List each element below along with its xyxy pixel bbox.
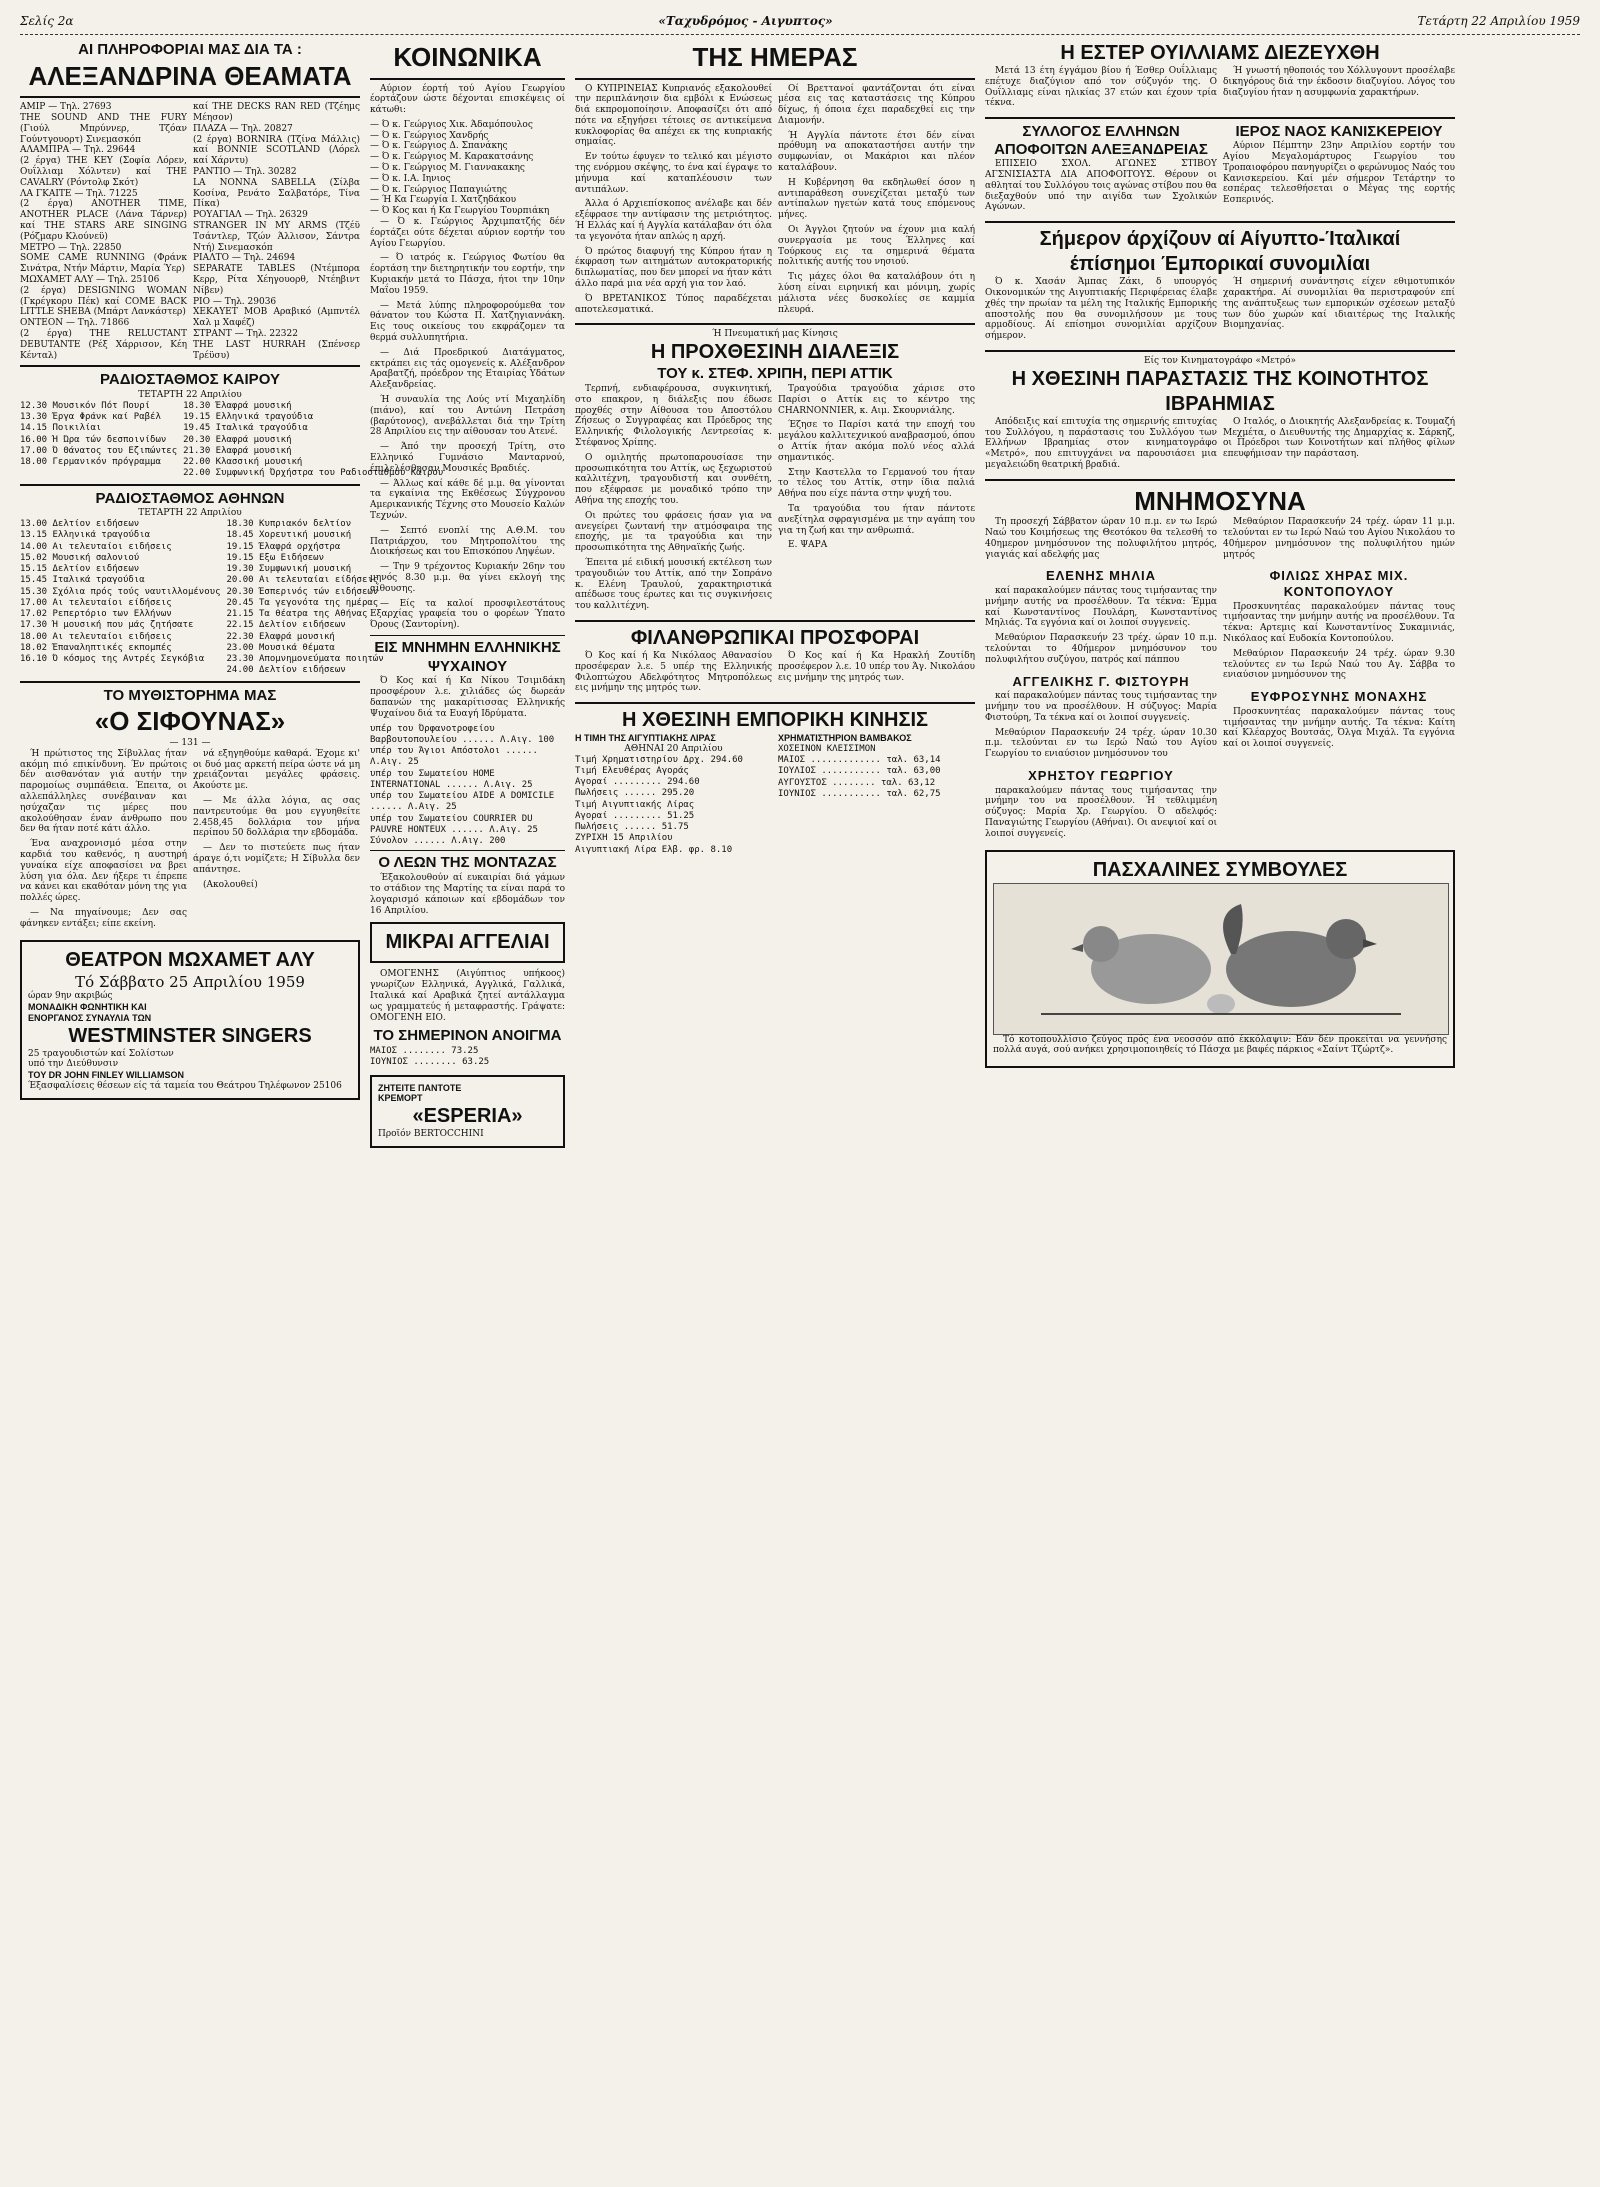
memorial-name: ΕΛΕΝΗΣ ΜΗΛΙΑ (1045, 568, 1157, 584)
radio-slot: 17.02 Ρεπερτόριο των Ελλήνων (20, 609, 172, 620)
nameday-entry: — Ό κ. Ι.Α. Ιηνιος (370, 173, 451, 184)
pound-row: Αγοραί ......... 51.25 (575, 810, 695, 821)
column-news (575, 41, 975, 2171)
news-paragraph: Ή Αγγλία πάντοτε έτσι δέν είναι πρόθυμη να αποκαταστήσει αυτήν την συμφωνίαν, οι Μακάριοι και πλέον καταλάβουν. (778, 130, 975, 174)
lecture-title1: Η ΠΡΟΧΘΕΣΙΝΗ ΔΙΑΛΕΞΙΣ (650, 341, 900, 364)
nameday-entry: — Ό Κος και ή Κα Γεωργίου Τουρπιάκη (370, 206, 550, 217)
radio-slot: 17.30 Ή μουσική που μάς ζητήσατε (20, 620, 194, 631)
cinema-entry: ΡΟΥΑΓΙΑΛ — Τηλ. 26329 (193, 210, 308, 221)
novel-installment: — 131 — (169, 737, 211, 748)
exhibit-left: Απόδειξις καί επιτυχία της σημερινής επιτυχίας του Συλλόγου, η παράστασις του Συλλόγου των Ελλήνων Ιβραημίας στον κινηματογράφο «Μετρό», που επιτυγχάνει να παρουσιάσει μια μεγαλειώδη θεατρική βραδιά. (985, 416, 1217, 470)
radio-athens-title: ΡΑΔΙΟΣΤΑΘΜΟΣ ΑΘΗΝΩΝ (95, 489, 285, 507)
loan-rows (370, 1046, 565, 1069)
radio-slot: 21.15 Τα θέατρα της Αθήνας (226, 609, 368, 620)
theatre-director: TOY DR JOHN FINLEY WILLIAMSON (28, 1070, 185, 1081)
radio-slot: 14.15 Ποικιλίαι (20, 423, 102, 434)
radio-slot: 13.15 Ελληνικά τραγούδια (20, 530, 151, 541)
radio-slot: 23.30 Απομνημονεύματα ποιητών (226, 654, 384, 665)
novel-paragraph: — Δεν το πιστεύετε πως ήταν άραγε ό,τι νομίζετε; Η Σίβυλλα δεν απάντησε. (193, 843, 360, 875)
cinema-list-right (193, 102, 360, 361)
social-paragraph: — Ό κ. Γεώργιος Άρχιμπατζής δέν έορτάζει ούτε δέχεται αύριον εορτήν του Αγίου Γεωργίου. (370, 217, 565, 249)
radio-slot: 15.45 Ιταλικά τραγούδια (20, 575, 145, 586)
radio-slot: 18.02 Έπαναληπτικές εκπομπές (20, 642, 172, 653)
pound-row: Τιμή Χρηματιστηρίου Δρχ. 294.60 (575, 754, 743, 765)
memorial-intro: Μεθαύριον Παρασκευήν 24 τρέχ. ώραν 11 μ.μ. τελούνται εν τω Ιερώ Ναώ του Αγίου Νικολάου το 40ήμερον μνημόσυνον της πολυφιλήτου ημών μητρός (1223, 517, 1455, 560)
cinema-entry: ΛΑ ΓΚΑΙΤΕ — Τηλ. 71225 (20, 188, 138, 199)
radio-slot: 19.15 Ελληνικά τραγούδια (183, 412, 314, 423)
column-social (370, 41, 565, 2171)
news-paragraph: Εν τούτω έφυγεν το τελικό και μέγιστο της ενόρμου σκέψης, το ένα καί έγραψε το μήνυμα καί καταπλέουσιν των αντιπάλων. (575, 152, 772, 195)
classifieds-title: ΜΙΚΡΑΙ ΑΓΓΕΛΙΑΙ (385, 931, 550, 954)
radio-cairo-date: ΤΕΤΑΡΤΗ 22 Απριλίου (138, 390, 242, 401)
radio-slot: 19.45 Ιταλικά τραγούδια (183, 423, 308, 434)
radio-slot: 19.30 Συμφωνική μουσική (226, 564, 352, 575)
social-paragraphs (370, 217, 565, 631)
memorial-text: καί παρακαλούμεν πάντας τους τιμήσαντας την μνήμην του να προσέλθουν. Η σύζυγος: Μαρία Φιστούρη, Τα τέκνα καί οι λοιποί συγγενείς. (985, 691, 1217, 723)
news-paragraph: Οι Άγγλοι ζητούν να έχουν μια καλή συνεργασία με τους Έλληνες καί Τούρκους εις τα σημερινά θέματα πολιτικής αυτής του νησιού. (778, 225, 975, 268)
cinema-entry: (2 έργα) ANOTHER TIME, ANOTHER PLACE (Λάνα Τάρνερ) καί THE STARS ARE SINGING (Ρόζμαρυ Κλούνεϋ) (20, 199, 187, 242)
memorial-text: καί παρακαλούμεν πάντας τους τιμήσαντας την μνήμην αυτής να προσέλθουν. Τα τέκνα: Έμμα καί Κωνσταντίνος Πουλάρη, Κωνσταντίνος Μηλιάς. Τα εγγόνια καί οι λοιποί συγγενείς. (985, 586, 1217, 629)
cinema-entry: ΑΛΑΜΠΡΑ — Τηλ. 29644 (20, 145, 136, 156)
radio-slot: 18.30 Κυπριακόν δελτίον (226, 519, 352, 530)
masthead (20, 8, 1580, 35)
lecture-paragraph: Τερπνή, ενδιαφέρουσα, συγκινητική, στο επακρον, η διάλεξις που έδωσε προχθές στην Αίθουσα του Αποστόλου Ζήσεως ο Συγγραφέας και Πρόεδρος της Ελληνικής Φιλολογικής Λεντρεσίας κ. Στέφανος Χρίπης. (575, 383, 772, 448)
entertainment-kicker: ΑΙ ΠΛΗΡΟΦΟΡΙΑΙ ΜΑΣ ΔΙΑ ΤΑ : (78, 41, 302, 58)
lion-text: Έξακολουθούν αί ευκαιρίαι διά γάμων το στάδιον της Μαρτίης τα είναι παρά το λογαρισμό κάποιων καί εβδομάδων τον 16 Απριλίου. (370, 873, 565, 916)
radio-slot: 20.30 Ελαφρά μουσική (183, 434, 292, 445)
philanthropy-left: Ό Κος καί ή Κα Νικόλαος Αθανασίου προσέφεραν λ.ε. 5 υπέρ της Ελληνικής Φιλοπτώχου Αδελφότητος Μητροπόλεως εις μνήμην της μητρός των. (575, 650, 772, 694)
social-intro: Αύριον έορτή τού Αγίου Γεωργίου έορτάζουν ώστε δέχονται επισκέψεις οί κάτωθι: (370, 83, 565, 116)
radio-slot: 16.00 Ή Ώρα τών δεσποινίδων (20, 434, 167, 445)
pound-row: ΖΥΡΙΧΗ 15 Απριλίου (575, 833, 673, 844)
lecture-paragraph: Ε. ΨΑΡΑ (788, 540, 828, 551)
egypt-italy-left: Ό κ. Χασάν Άμπας Ζάκι, δ υπουργός Οικονομικών της Αιγυπτιακής Περιφέρειας έλαβε χθές την πρωίαν τα μέλη της Ιταλικής Εμπορικής αποστολής που θα συνομιλήσουν με τους αρμοδίους. Αί επίσημοι συνομιλίαι αρχίζουν σήμερον. (985, 277, 1217, 342)
radio-slot: 15.30 Σχόλια πρός τούς ναυτιλλομένους (20, 586, 221, 597)
radio-slot: 20.30 Έσπερινός τών ειδήσεων (226, 586, 379, 597)
radio-slot: 24.00 Δελτίον ειδήσεων (226, 665, 346, 676)
memorial-title: ΜΝΗΜΟΣΥΝΑ (1134, 485, 1306, 516)
cinema-entry: ΑΜΙΡ — Τηλ. 27693 (20, 102, 112, 113)
church-title: ΙΕΡΟΣ ΝΑΟΣ ΚΑΝΙΣΚΕΡΕΙΟΥ (1235, 123, 1443, 141)
nameday-entry: — Ό κ. Γεώργιος Χανδρής (370, 130, 489, 141)
theatre-date: Τό Σάββατο 25 Απριλίου 1959 (75, 972, 305, 991)
cinema-list-left (20, 102, 187, 361)
radio-slot: 23.00 Μουσικά θέματα (226, 642, 335, 653)
donation-row: υπέρ του Άγιοι Απόστολοι ...... Λ.Αιγ. 25 (370, 746, 538, 768)
loan-title: ΤΟ ΣΗΜΕΡΙΝΟΝ ΑΝΟΙΓΜΑ (373, 1027, 562, 1045)
ad-line1: ΖΗΤΕΙΤΕ ΠΑΝΤΟΤΕ (378, 1082, 462, 1093)
theatre-group: WESTMINSTER SINGERS (68, 1024, 312, 1047)
donation-row: υπέρ του Σωματείου HOME INTERNATIONAL ...... Λ.Αιγ. 25 (370, 768, 533, 790)
donation-total: Σύνολον ...... Λ.Αιγ. 200 (370, 836, 506, 847)
lion-title: Ο ΛΕΩΝ ΤΗΣ ΜΟΝΤΑΖΑΣ (378, 854, 557, 872)
cotton-row: ΙΟΥΝΙΟΣ ........... ταλ. 62,75 (778, 788, 941, 799)
radio-slot: 16.10 Ό κόσμος της Αντρές Σεγκόβια (20, 654, 205, 665)
trade-body (575, 733, 975, 856)
news-paragraph: Ο ΚΥΠΡΙΝΕΙΑΣ Κυπριανός εξακολουθεί την περιπλάνησιν δια εμβόλι κ Ενώσεως διά εκπρομοποίησιν. Αποφασίζει ότι από πότε να εξηγήσει τέτοιες σε αντικείμενα κυκλοφορίας θα απέχει εκ της κυπριακής σημαίας. (575, 83, 772, 148)
exhibit-right: Ο Ιταλός, ο Διοικητής Αλεξανδρείας κ. Τουμαζή Μεχμέτα, ο Διευθυντής της Δημαρχίας κ. Σάρκηζ, οι Πρόεδροι των Κοινοτήτων καί πλήθος φίλων επευφήμισαν την παράσταση. (1223, 416, 1455, 460)
memory-title: ΕΙΣ ΜΝΗΜΗΝ ΕΛΛΗΝΙΚΗΣ ΨΥΧΑΙΝΟΥ (374, 638, 561, 675)
novel-paragraph: νά εξηγηθούμε καθαρά. Έχομε κι' οι δυό μας αρκετή πείρα ώστε νά μη χρειάζονται μεγάλες φράσεις. Ακούστε με. (193, 748, 360, 792)
memorial-text: Προσκυνητέας παρακαλούμεν πάντας τους τιμήσαντας την μνήμην αυτής να προσέλθουν. Τα τέκνα: Αρτεμις καί Κωνσταντίνος Συκαμινιάς, Νικόλαος καί Ευδοκία Κοντοπούλου. (1223, 601, 1455, 644)
exhibit-body (985, 417, 1455, 475)
philanthropy-right: Ό Κος καί ή Κα Ηρακλή Ζουτίδη προσέφερον λ.ε. 10 υπέρ του Άγ. Νικολάου εις μνήμην της μητρός των. (778, 650, 975, 683)
cinema-entry: THE SOUND AND THE FURY (Γιούλ Μπρύννερ, Τζόαν Γούντγουορτ) Σινεμασκόπ (20, 113, 187, 145)
radio-slot: 18.30 Έλαφρά μουσική (183, 400, 292, 411)
egypt-italy-title1: Σήμερον άρχίζουν αί Αίγυπτο-Ίταλικαί (1039, 228, 1401, 251)
memorial-text: παρακαλούμεν πάντας τους τιμήσαντας την μνήμην του να προσέλθουν. Ή τεθλιμμένη σύζυγος: Μαρία Χρ. Γεωργίου. Ό αδελφός: Παναγιώτης Γεωργίου (Αθήναι). Οι ανεψιοί καί οι λοιποί συγγενείς. (985, 785, 1217, 839)
cotton-title: ΧΡΗΜΑΤΙΣΤΗΡΙΟΝ ΒΑΜΒΑΚΟΣ (778, 733, 912, 744)
radio-athens-schedule (20, 519, 384, 677)
cinema-entry: ΜΕΤΡΟ — Τηλ. 22850 (20, 242, 122, 253)
cinema-entry: ΟΝΤΕΟΝ — Τηλ. 71866 (20, 318, 130, 329)
memorial-name: ΧΡΗΣΤΟΥ ΓΕΩΡΓΙΟΥ (1028, 767, 1174, 783)
radio-slot: 17.00 Ό Θάνατος του Εζιπώντες (20, 445, 178, 456)
egypt-italy-right: Ή σημερινή συνάντησις είχεν εθιμοτυπικόν χαρακτήρα. Αί συνομιλίαι θα περιστραφούν επί της ανάπτυξεως των εμπορικών σχέσεων μεταξύ των δύο χωρών καί ιδιαιτέρως της Ιταλικής Βιομηχανίας. (1223, 277, 1455, 331)
cinema-entry: ΧΕΚΑΥΕΤ ΜΟΒ Αραβικό (Αμπντέλ Χαλ μ Χαφέζ) (193, 307, 360, 329)
column-right (985, 41, 1455, 2171)
memorial-intro: Μεθαύριον Παρασκευήν 23 τρέχ. ώραν 10 π.μ. τελούνται το 40ήμερον μνημόσυνον του πολυφιλήτου συζύγου, πατρός καί πάππου (985, 633, 1217, 665)
philanthropy-title: ΦΙΛΑΝΘΡΩΠΙΚΑΙ ΠΡΟΣΦΟΡΑΙ (630, 626, 920, 649)
novel-paragraph: (Ακολουθεί) (203, 879, 258, 890)
philanthropy-body (575, 651, 975, 698)
radio-slot: 15.15 Δελτίον ειδήσεων (20, 564, 140, 575)
egypt-italy-body (985, 277, 1455, 346)
lecture-paragraph: Τραγούδια τραγούδια χάρισε στο Παρίσι ο Αττίκ εις το κέντρο της CHARNONNIER, κ. Αιμ. Σκουρνιάλης. (778, 383, 975, 416)
paper-title: «Ταχυδρόμος - Αιγυπτος» (658, 14, 833, 28)
cinema-entry: SOME CAME RUNNING (Φράνκ Σινάτρα, Ντήν Μάρτιν, Μαρία Ύερ) (20, 253, 187, 275)
classified-ad: ΟΜΟΓΕΝΗΣ (Αιγύπτιος υπήκοος) γνωρίζων Ελληνικά, Αγγλικά, Γαλλικά, Ιταλικά καί Αραβικά ζητεί αντάλλαγμα ως γραμματεύς ή μεταφραστής. Γράψατε: ΟΜΟΓΕΝΗ ΕΙΟ. (370, 969, 565, 1023)
cinema-entry: THE LAST HURRAH (Σπένσερ Τρέϋσυ) (193, 339, 360, 361)
radio-slot: 22.15 Δελτίον ειδήσεων (226, 620, 346, 631)
donation-row: υπέρ του Σωματείου COURRIER DU PAUVRE HONTEUX ...... Λ.Αιγ. 25 (370, 813, 538, 835)
news-paragraph: Ό πρώτος διαφυγή της Κύπρου ήταν η έκφραση των αιτημάτων αυτοκρατορικής διπλωματίας, που δεν μπορεί να ήταν κάτι άλλο παρά μια νέα αρχή για τον λαό. (575, 246, 772, 290)
novel-text (20, 749, 360, 934)
novel-title: «Ο ΣΙΦΟΥΝΑΣ» (94, 706, 286, 737)
assoc-title: ΣΥΛΛΟΓΟΣ ΕΛΛΗΝΩΝ ΑΠΟΦΟΙΤΩΝ ΑΛΕΞΑΝΔΡΕΙΑΣ (994, 123, 1208, 159)
lecture-paragraph: Έζησε το Παρίσι κατά την εποχή του μεγάλου καλλιτεχνικού αναβρασμού, όπου ο Αττίκ ήταν ακόμα πολύ νέος αλλά σημαντικός. (778, 420, 975, 463)
cotton-row: ΙΟΥΛΙΟΣ ........... ταλ. 63,00 (778, 766, 941, 777)
cinema-entry: ΠΛΑΖΑ — Τηλ. 20827 (193, 123, 293, 134)
cotton-row: ΧΟΣΕΙΝΟΝ ΚΛΕΙΣΙΜΟΝ (778, 743, 876, 754)
memorial-name: ΑΓΓΕΛΙΚΗΣ Γ. ΦΙΣΤΟΥΡΗ (1012, 673, 1190, 689)
cinema-entry: (2 έργα) THE RELUCTANT DEBUTANTE (Ρέξ Χάρρισον, Κέη Κένταλ) (20, 328, 187, 361)
nameday-entry: — Ή Κα Γεωργία Ι. Χατζηδάκου (370, 195, 517, 206)
memorial-name: ΦΙΛΙΩΣ ΧΗΡΑΣ ΜΙΧ. ΚΟΝΤΟΠΟΥΛΟΥ (1269, 568, 1409, 600)
pound-row: Πωλήσεις ...... 51.75 (575, 822, 689, 833)
novel-paragraph: — Με άλλα λόγια, ας σας παντρευτούμε θα μου εγγυηθείτε 2.458,45 δολλάρια τον μήνα περίπου 50 δολλάρια την εβδομάδα. (193, 795, 360, 839)
radio-slot: 21.30 Ελαφρά μουσική (183, 445, 292, 456)
cinema-entry: SEPARATE TABLES (Ντέμπορα Κερρ, Ρίτα Χέηγουορθ, Ντέηβιντ Νίβεν) (193, 264, 360, 296)
cinema-entry: ΡΙΑΛΤΟ — Τηλ. 24694 (193, 253, 296, 264)
theatre-tickets: Έξασφαλίσεις θέσεων είς τά ταμεία του Θεάτρου Τηλέφωνον 25106 (28, 1081, 342, 1092)
memorial-notices (985, 517, 1455, 843)
nameday-entry: — Ό κ. Γεώργιος Μ. Γιαννακακης (370, 163, 525, 174)
donation-row: υπέρ του Σωματείου AIDE A DOMICILE ...... Λ.Αιγ. 25 (370, 791, 555, 813)
donation-row: υπέρ του Όρφανοτροφείου Βαρβουτοπουλείου ...... Λ.Αιγ. 100 (370, 723, 555, 745)
radio-cairo-schedule (20, 400, 444, 480)
radio-slot: 18.00 Γερμανικόν πρόγραμμα (20, 457, 161, 468)
easter-illustration (993, 883, 1449, 1035)
pound-row: Τιμή Αιγυπτιακής Λίρας (575, 799, 695, 810)
radio-slot: 22.00 Συμφωνική Όρχήστρα του Ραδιοσταθμού Κάιρου (183, 468, 444, 479)
radio-slot: 20.45 Τα γεγονότα της ημέρας (226, 597, 379, 608)
theatre-desc1: ΜΟΝΑΔΙΚΗ ΦΩΝΗΤΙΚΗ ΚΑΙ (28, 1002, 147, 1013)
radio-athens-date: ΤΕΤΑΡΤΗ 22 Απριλίου (138, 508, 242, 519)
memorial-intro: Μεθαύριον Παρασκευήν 24 τρέχ. ώραν 10.30 π.μ. τελούνται εν τω Ιερώ Ναώ του Αγίου Γεωργίου το ενιαύσιον μνημόσυνον του (985, 727, 1217, 760)
cinema-entry: STRANGER IN MY ARMS (Τζέϋ Τσάντλερ, Τζών Άλλισον, Σάντρα Ντή) Σινεμασκόπ (193, 221, 360, 253)
cinema-entry: (2 έργα) THE KEY (Σοφία Λόρεν, Ουΐλλιαμ Χόλντεν) καί THE CAVALRY (Ρόντολφ Σκότ) (20, 156, 187, 188)
radio-slot: 13.00 Δελτίον ειδήσεων (20, 519, 140, 530)
assoc-text: ΕΠΙΣΕΙΟ ΣΧΟΛ. ΑΓΩΝΕΣ ΣΤΙΒΟΥ ΑΓΣΝΙΣΙΑΣΤΑ ΔΙΑ ΑΠΟΦΟΙΤΟΥΣ. Θέρουν οι αθληταί του Συλλόγου τοις αγώνας στίβου που θα διεξαχθούν υπό την αιγίδα των Σχολικών Αγώνων. (985, 159, 1217, 213)
pound-row: Αιγυπτιακή Λίρα Ελβ. φρ. 8.10 (575, 844, 733, 855)
loan-row: ΜΑΙΟΣ ........ 73.25 (370, 1046, 479, 1057)
radio-slot: 18.45 Χορευτική μουσική (226, 530, 352, 541)
pound-row: Αγοραί ......... 294.60 (575, 777, 700, 788)
nameday-entry: — Ό κ. Γεώργιος Παπαγιώτης (370, 184, 507, 195)
social-paragraph: — Διά Προεδρικού Διατάγματος, εκτράπει εις τάς ομογενείς κ. Αλέξανδρον Αραβατζή, πρόεδρον της Εταιρίας Υδάτων Αλεξανδρείας. (370, 347, 565, 391)
cotton-row: ΑΥΓΟΥΣΤΟΣ ........ ταλ. 63,12 (778, 777, 936, 788)
novel-paragraph: Ένα αναχρονισμό μέσα στην καρδιά του καθενός, η αυστηρή γυναίκα είχε αποφασίσει να βρει λύση για όλα. Δεν ήξερε τι έπρεπε να κάνει και εκαθόταν μόνη της για πολλές ώρες. (20, 839, 187, 904)
novel-label: ΤΟ ΜΥΘΙΣΤΟΡΗΜΑ ΜΑΣ (103, 686, 277, 704)
radio-slot: 19.15 Εξω Ειδήσεων (226, 552, 325, 563)
wedding-body (985, 66, 1455, 113)
pound-row: Τιμή Ελευθέρας Αγοράς (575, 765, 689, 776)
easter-title: ΠΑΣΧΑΛΙΝΕΣ ΣΥΜΒΟΥΛΕΣ (1092, 858, 1348, 881)
pound-title: Η ΤΙΜΗ ΤΗΣ ΑΙΓΥΠΤΙΑΚΗΣ ΛΙΡΑΣ (575, 733, 716, 744)
egypt-italy-title2: έπίσημοι Έμπορικαί συνομιλίαι (1069, 253, 1371, 276)
radio-slot: 22.30 Ελαφρά μουσική (226, 631, 335, 642)
theatre-time: ώραν 9ην ακριβώς (28, 991, 113, 1002)
news-paragraph: Η Κυβέρνηση θα εκδηλωθεί όσον η αντιπαράθεση συνεχίζεται μεταξύ των αντίπαλων ηγετών κατά τους επόμενους μήνες. (778, 177, 975, 221)
cinema-entry: (2 έργα) BORNIRA (Τζίνα Μάλλις) καί BONNIE SCOTLAND (Λόρελ καί Χάρντυ) (193, 134, 360, 167)
wedding-right: Ή γνωστή ηθοποιός του Χόλλυγουντ προσέλαβε δικηγόρους διά την έκδοσιν διαζυγίου. Λόγος του διαζυγίου ήταν η ασυμφωνία χαρακτήρων. (1223, 66, 1455, 98)
news-paragraph: Άλλα ό Αρχιεπίσκοπος ανέλαβε και δέν εξέφρασε την αντίφασιν της μετριότητος. Ή Ελλάς καί ή Αγγλία κατάλαβαν ότι όλα τα γεγονότα ήταν απλώς η αρχή. (575, 199, 772, 242)
social-paragraph: — Την 9 τρέχοντος Κυριακήν 26ην του μηνός 8.30 μ.μ. θα γίνει εκλογή της αίθουσης. (370, 562, 565, 594)
cotton-row: ΜΑΙΟΣ ............. ταλ. 63,14 (778, 755, 941, 766)
radio-slot: 17.00 Αι τελευταίοι είδήσεις (20, 597, 172, 608)
radio-slot: 15.02 Μουσική σαλονιού (20, 552, 140, 563)
radio-cairo-title: ΡΑΔΙΟΣΤΑΘΜΟΣ ΚΑΙΡΟΥ (100, 371, 280, 389)
theatre-director-label: υπό την Διεύθυνσιν (28, 1059, 119, 1070)
radio-slot: 14.00 Αι τελευταίοι ειδήσεις (20, 541, 172, 552)
church-text: Αύριον Πέμπτην 23ην Απριλίου εορτήν του Αγίου Μεγαλομάρτυρος Γεωργίου του Τροπαιοφόρου πανηγυρίζει ο φερώνυμος Ναός του Κανισκερείου. Καί μέν σήμερον Τετάρτην το εσπέρας τελεσθήσεται ο Μέγας της εορτής Εσπερινός. (1223, 141, 1455, 206)
social-paragraph: — Άπό την προσεχή Τρίτη, στο Ελληνικό Γυμνάσιο Μανταρνού, έπιλελέσθησαν Μουσικές Βραδιές. (370, 442, 565, 474)
radio-slot: 12.30 Μουσικόν Πότ Πουρί (20, 400, 151, 411)
theatre-title: ΘΕΑΤΡΟΝ ΜΩΧΑΜΕΤ ΑΛΥ (65, 948, 315, 971)
classifieds-box (370, 922, 565, 963)
novel-paragraph: Ή πρώτιστος της Σίβυλλας ήταν ακόμη πιό επικίνδυνη. Έν πρώτοις δέν αισθανόταν γιά αυτήν την παρομοίως συμπάθεια. Έπειτα, οι αλλεπάλληλες συνέβαιναν και ησύχαζαν τις μέρες που ακολούθησαν έναν άνθρωπο που δεν θα ήταν ποτέ κάτι άλλο. (20, 748, 187, 835)
cinema-entry: ΣΤΡΑΝΤ — Τηλ. 22322 (193, 328, 298, 339)
trade-title: Η ΧΘΕΣΙΝΗ ΕΜΠΟΡΙΚΗ ΚΙΝΗΣΙΣ (621, 709, 929, 732)
exhibit-kicker: Είς τον Κινηματογράφο «Μετρό» (1143, 355, 1297, 366)
issue-date: Τετάρτη 22 Απριλίου 1959 (1417, 14, 1580, 28)
social-title: ΚΟΙΝΩΝΙΚΑ (393, 42, 542, 72)
esperia-ad (370, 1075, 565, 1148)
wedding-title: Η ΕΣΤΕΡ ΟΥΙΛΛΙΑΜΣ ΔΙΕΖΕΥΧΘΗ (1060, 42, 1380, 64)
donation-list (370, 724, 565, 837)
nameday-entry: — Ό κ. Γεώργιος Μ. Καρακατσάνης (370, 152, 534, 163)
exhibit-title: Η ΧΘΕΣΙΝΗ ΠΑΡΑΣΤΑΣΙΣ ΤΗΣ ΚΟΙΝΟΤΗΤΟΣ ΙΒΡΑΗΜΙΑΣ (1011, 367, 1429, 415)
theatre-ad (20, 940, 360, 1100)
radio-slot: 13.30 Έργα Φράνκ καί Ραβέλ (20, 412, 161, 423)
memorial-name: ΕΥΦΡΟΣΥΝΗΣ ΜΟΝΑΧΗΣ (1250, 689, 1428, 705)
novel-paragraph: — Να πηγαίνουμε; Δεν σας φάνηκεν εντάξει; είπε εκείνη. (20, 907, 187, 929)
memorial-text: Προσκυνητέας παρακαλούμεν πάντας τους τιμήσαντας την μνήμην αυτής. Τα τέκνα: Καίτη καί Κλέαρχος Βουτσάς, Όλγα Μιχάλ. Τα εγγόνια καί οι λοιποί συγγενείς. (1223, 706, 1455, 750)
nameday-entry: — Ό κ. Γεώργιος Χικ. Άδαμόπουλος (370, 119, 533, 130)
lecture-paragraph: Τα τραγούδια του ήταν πάντοτε ανεξίτηλα σφραγισμένα με την αγάπη του για τη ζωή και την ανθρωπιά. (778, 503, 975, 536)
ad-line2: ΚΡΕΜΟΡΤ (378, 1093, 423, 1104)
lecture-paragraph: Ο ομιλητής πρωτοπαρουσίασε την προσωπικότητα του Αττίκ, ως ξεχωριστού καλλιτέχνη, τραγουδιστή και συνθέτη, που εξέφρασε με μοναδικό τρόπο την Αθήνα της εποχής του. (575, 452, 772, 506)
memory-text: Ό Κος καί ή Κα Νίκου Τσιμιδάκη προσφέρουν λ.ε. χιλιάδες ώς δωρεάν δαπανών της μακαρίτισσας Ελληνικής Ψυχαίνου διά τα Ευαγή Ιδρύματα. (370, 676, 565, 719)
memorial-intro: Μεθαύριον Παρασκευήν 24 τρέχ. ώραν 9.30 τελούντες εν τω Ιερώ Ναώ του Αγ. Σάββα το ενιαύσιον μνημόσυνον της (1223, 648, 1455, 681)
radio-slot: 22.00 Κλασσική μουσική (183, 457, 303, 468)
lecture-body (575, 384, 975, 616)
wedding-left: Μετά 13 έτη έγγάμου βίου ή Έσθερ Ουΐλλιαμς επέτυχε διαζύγιον από τον σύζυγόν της. Ο Ουΐλλιαμς είναι ηλικίας 37 ετών και έχουν τρία τέκνα. (985, 66, 1217, 109)
cinema-entry: ΜΩΧΑΜΕΤ ΑΛΥ — Τηλ. 25106 (20, 275, 160, 285)
pound-city: ΑΘΗΝΑΙ 20 Απριλίου (624, 743, 723, 754)
social-paragraph: Ή συναυλία της Λούς ντί Μιχαηλίδη (πιάνο), καί του Αντώνη Πετράση (βαρύτονος), ανεβάλλεται διά την Τρίτη 28 Απριλίου εις την αίθουσαν του Ατενέ. (370, 395, 565, 438)
news-paragraph: Ό ΒΡΕΤΑΝΙΚΟΣ Τύπος παραδέχεται αποτελεσματικά. (575, 293, 772, 315)
lecture-paragraph: Στην Καστελλα το Γερμανού του ήταν το τέλος του Αττίκ, στην ίδια παλιά Αθήνα που είχε πάντα στην ψυχή του. (778, 467, 975, 500)
cinema-entry: LA NONNA SABELLA (Σίλβα Κοσίνα, Ρενάτο Σαλβατόρε, Τίνα Πίκα) (193, 177, 360, 210)
ad-brand: «ESPERIA» (412, 1105, 523, 1128)
nameday-entry: — Ό κ. Γεώργιος Δ. Σπανάκης (370, 141, 508, 152)
lecture-paragraph: Έπειτα μέ ειδική μουσική εκτέλεση των τραγουδιών του Αττίκ, από την Σοπράνο κ. Ελένη Τραυλού, χαρακτηριστικά απέδωσε τους έρωτες και τις συγκινήσεις του καλλιτέχνη. (575, 557, 772, 612)
page-number: Σελίς 2α (20, 14, 74, 28)
cinema-entry: ΡΑΝΤΙΟ — Τηλ. 30282 (193, 167, 297, 178)
easter-box (985, 850, 1455, 1069)
radio-slot: 18.00 Αι τελευταίοι ειδήσεις (20, 631, 172, 642)
theatre-desc2: ΕΝΟΡΓΑΝΟΣ ΣΥΝΑΥΛΙΑ ΤΩΝ (28, 1012, 152, 1023)
news-body (575, 84, 975, 320)
loan-row: ΙΟΥΝΙΟΣ ........ 63.25 (370, 1057, 490, 1068)
cinema-entry: καί THE DECKS RAN RED (Τζέημς Μέησον) (193, 102, 360, 124)
theatre-songs: 25 τραγουδιστών καί Σολίστων (28, 1048, 174, 1059)
social-paragraph: — Ό ιατρός κ. Γεώργιος Φωτίου θα έορτάση την διετηρητικήν του εορτήν, την Κυριακήν μετά το Πάσχα, ήτοι την 10ην Μαΐου 1959. (370, 253, 565, 296)
radio-slot: 20.00 Αι τελευταίαι είδήσεις (226, 575, 379, 586)
social-paragraph: — Άλλως καί κάθε δέ μ.μ. θα γίνονται τα εγκαίνια της Εκθέσεως Σύγχρονου Αμερικανικής Τέχνης στο Μουσείο Καλών Τεχνών. (370, 478, 565, 521)
cinema-listings (20, 102, 360, 361)
pound-row: Πωλήσεις ...... 295.20 (575, 788, 695, 799)
news-title: ΤΗΣ ΗΜΕΡΑΣ (692, 42, 858, 72)
cinema-entry: (2 έργα) DESIGNING WOMAN (Γκρέγκορυ Πέκ) καί COME BACK LITTLE SHEBA (Μπάρτ Λανκάστερ) (20, 285, 187, 318)
news-paragraph: Οί Βρεττανοί φαντάζονται ότι είναι μέσα εις τας καταστάσεις της Κύπρου δίχως, ή όποια έχει παραδεχθεί εις την Διαμονήν. (778, 83, 975, 126)
notices (985, 123, 1455, 217)
lecture-kicker: Ή Πνευματική μας Κίνησις (712, 329, 838, 340)
nameday-list (370, 120, 565, 217)
news-paragraph: Τις μάχες όλοι θα καταλάβουν ότι η λύση είναι ειρηνική και μόνιμη, χωρίς μάλιστα νέες δυσκολίες σε καμμία πλευρά. (778, 272, 975, 315)
social-paragraph: — Είς τα καλοί προσφιλεστάτους Εξαρχίας γραφεία του ο φορέων Ύπατο Όρους (Σαντορίνη). (370, 598, 565, 631)
social-paragraph: — Σεπτό ενοπλί της Α.Θ.Μ. του Πατριάρχου, του Μητροπολίτου της Διοικήσεως και του Επισκόπου Ληψέων. (370, 525, 565, 558)
memorial-intro: Τη προσεχή Σάββατον ώραν 10 π.μ. εν τω Ιερώ Ναώ του Κοιμήσεως της Θεοτόκου θα τελεσθή το 40ημερον μνημόσυνον της πολυφιλήτου μητρός, γιαγιάς καί αδελφής μας (985, 517, 1217, 560)
radio-slot: 19.15 Έλαφρά ορχήστρα (226, 541, 341, 552)
lecture-title2: ΤΟΥ κ. ΣΤΕΦ. ΧΡΙΠΗ, ΠΕΡΙ ΑΤΤΙΚ (657, 365, 893, 383)
entertainment-title: ΑΛΕΞΑΝΔΡΙΝΑ ΘΕΑΜΑΤΑ (28, 60, 352, 91)
social-paragraph: — Μετά λύπης πληροφορούμεθα τον θάνατον του Κώστα Π. Χατζηγιαννάκη. Εις τους οικείους του εκφράζομεν τα θερμά συλλυπητήρια. (370, 300, 565, 344)
lecture-paragraph: Οι πρώτες του φράσεις ήσαν για να ανεγείρει ζωντανή την ατμόσφαιρα της εποχής, με τα τραγούδια και την προσωπικότητα της Αθηναϊκής ζωής. (575, 510, 772, 554)
chickens-icon (1041, 894, 1401, 1024)
ad-product: Προϊόν BERTOCCHINI (378, 1129, 484, 1140)
cinema-entry: ΡΙΟ — Τηλ. 29036 (193, 296, 277, 307)
easter-caption: Τό κοτοπουλλίσιο ζεύγος πρός ένα νεοσσόν από έκκόλαψιν: Εάν δέν προκείται να γεννήσης πολλά αυγά, σού ανήκει χρησιμοποιηθείς τό Πάσχα με βαφές πάρκιος «Σαίντ Τζώρτζ». (993, 1034, 1447, 1056)
